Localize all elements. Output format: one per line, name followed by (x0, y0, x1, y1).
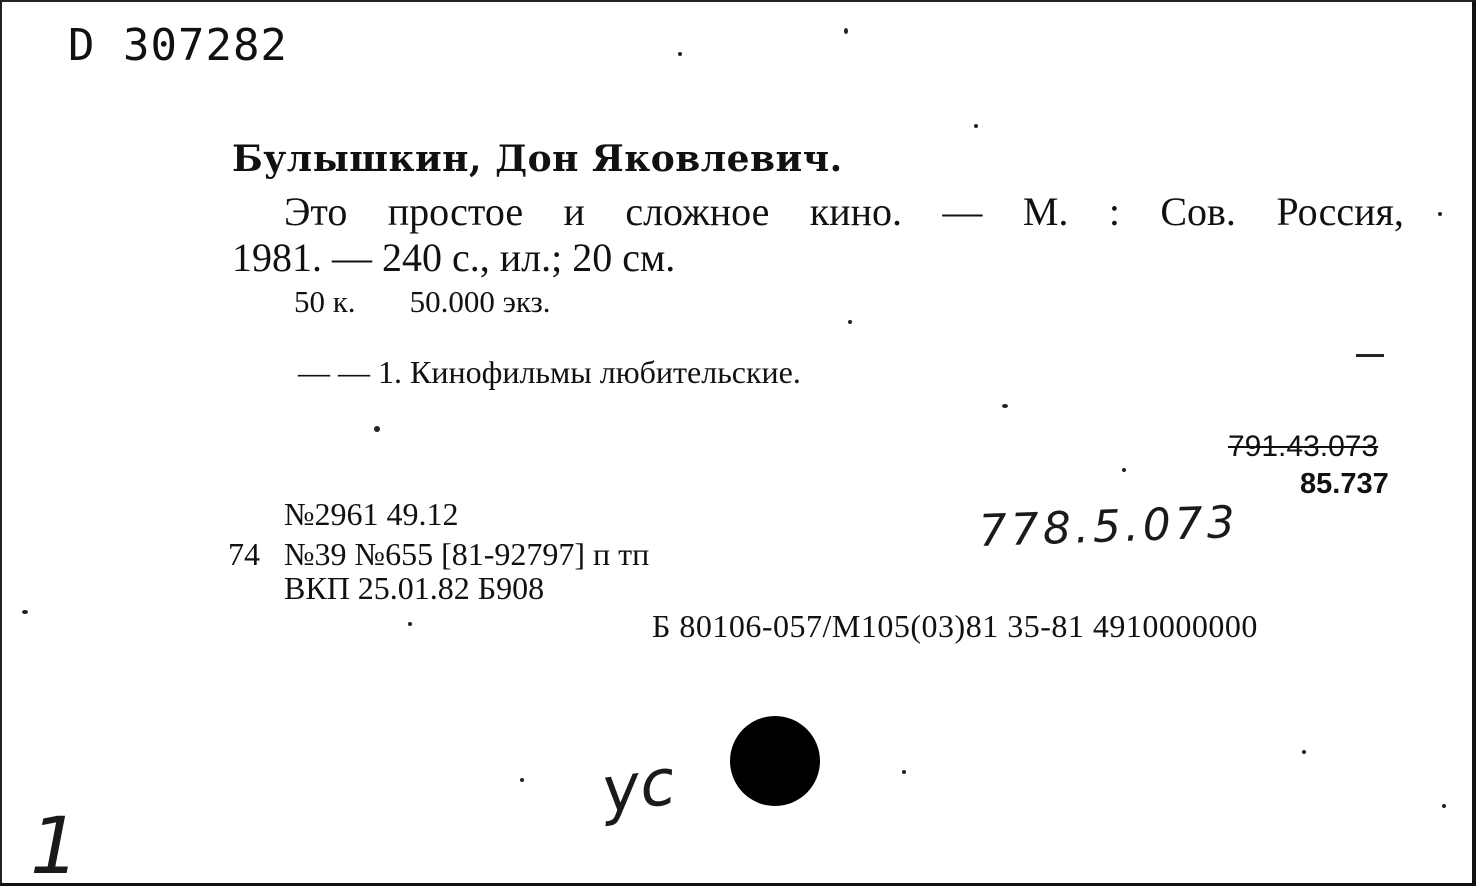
scan-speck (374, 426, 380, 432)
registration-text: №39 №655 [81-92797] п тп (284, 536, 650, 572)
scan-speck (1442, 804, 1446, 808)
handwritten-mark: 1 (30, 802, 80, 892)
punch-hole (730, 716, 820, 806)
print-run: 50.000 экз. (409, 284, 551, 319)
handwritten-udc: 778.5.073 (978, 496, 1240, 557)
udc-crossed-out: 791.43.073 (1228, 430, 1379, 463)
scan-speck (1002, 404, 1008, 408)
registration-code: 74 (228, 536, 260, 572)
scan-speck (902, 770, 906, 774)
scan-speck (844, 28, 848, 34)
scan-speck (22, 610, 28, 614)
stray-dash (1356, 354, 1384, 357)
registration-line-3: ВКП 25.01.82 Б908 (284, 570, 545, 606)
title-word: и (563, 189, 585, 234)
title-word: Это (284, 189, 348, 234)
imprint-line: 1981. — 240 с., ил.; 20 см. (232, 235, 676, 280)
title-word: Россия, (1276, 189, 1404, 234)
scan-speck (408, 622, 412, 626)
scan-speck (974, 124, 978, 128)
scan-speck (520, 778, 524, 782)
title-line (284, 188, 1404, 235)
scan-speck (1122, 468, 1126, 472)
author-heading: Булышкин, Дон Яковлевич. (232, 138, 843, 180)
catalog-id: D 307282 (68, 20, 288, 71)
title-word: М. (1022, 189, 1069, 234)
publisher-code-line: Б 80106-057/М105(03)81 35-81 4910000000 (652, 608, 1258, 644)
title-word: сложное (625, 189, 770, 234)
title-word: : (1108, 189, 1120, 234)
title-word: Сов. (1160, 189, 1236, 234)
title-word: кино. (809, 189, 903, 234)
title-word: — (942, 189, 983, 234)
handwritten-initials: ус (597, 745, 680, 829)
registration-line-2 (228, 536, 649, 573)
price-line (294, 284, 551, 320)
scan-speck (1302, 750, 1306, 754)
registration-line-1: №2961 49.12 (284, 496, 459, 532)
scan-speck (1438, 212, 1442, 216)
title-word: простое (387, 189, 524, 234)
bbk-index: 85.737 (1300, 468, 1389, 500)
scan-speck (848, 320, 852, 324)
scan-speck (678, 52, 682, 56)
price: 50 к. (294, 284, 356, 319)
subject-heading: — — 1. Кинофильмы любительские. (298, 354, 801, 390)
